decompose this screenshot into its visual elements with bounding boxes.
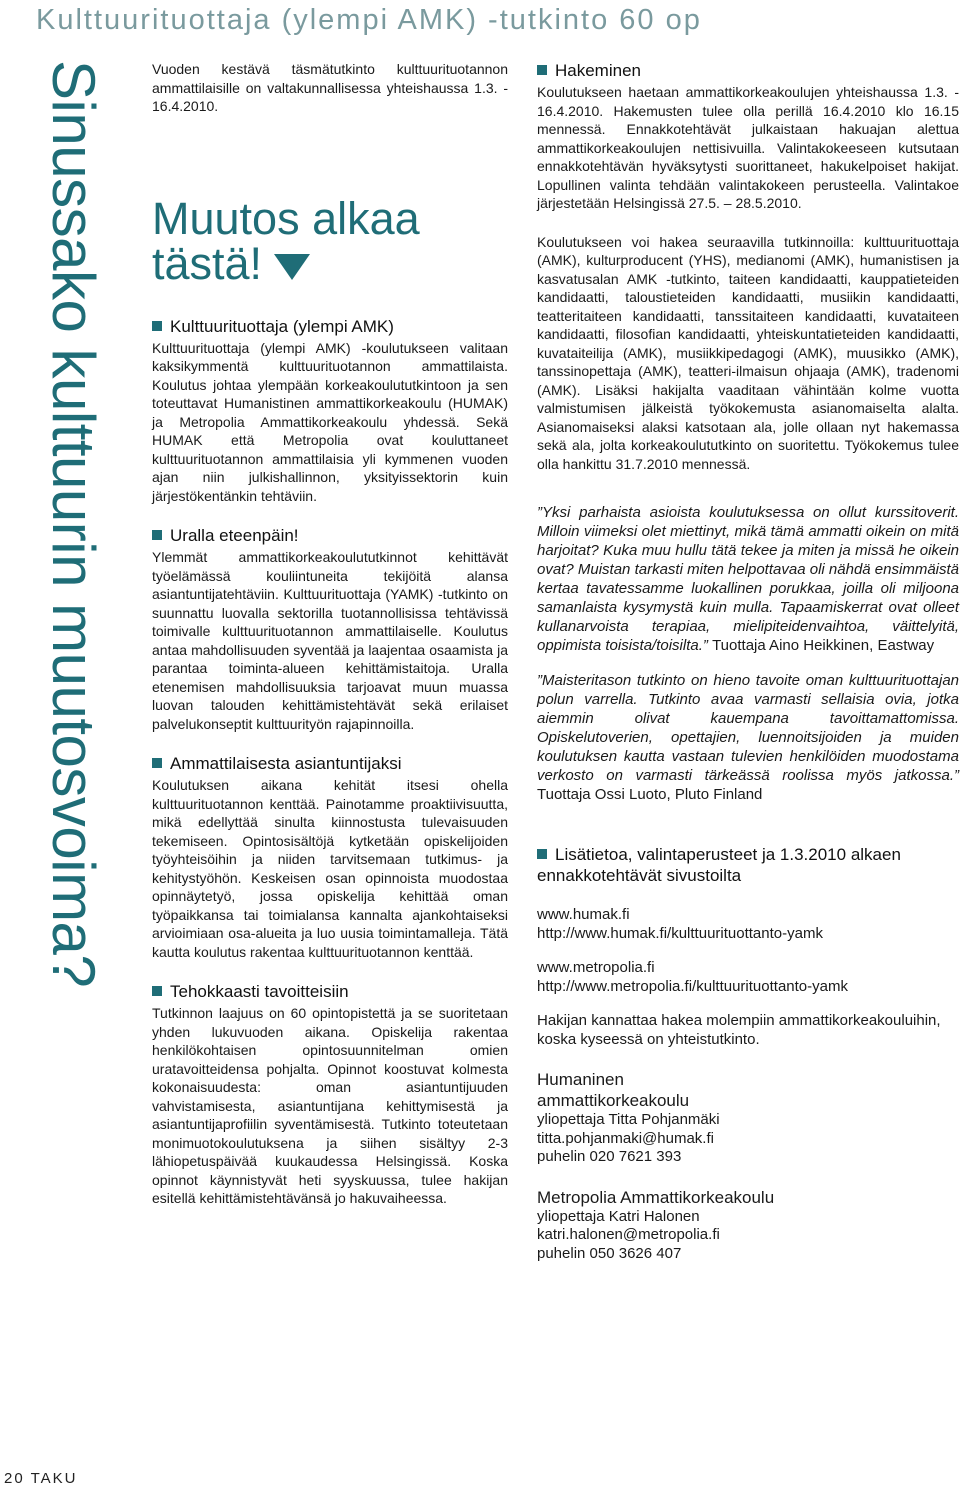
links-block xyxy=(537,906,959,996)
quote-signature: Tuottaja Aino Heikkinen, Eastway xyxy=(712,637,935,654)
section-heading-text: Kulttuurituottaja (ylempi AMK) xyxy=(170,316,394,336)
contact-email[interactable]: titta.pohjanmaki@humak.fi xyxy=(537,1129,714,1147)
intro-paragraph: Vuoden kestävä täsmätutkinto kulttuurituotannon ammattilaisille on valtakunnallisessa yhteishaussa 1.3. - 16.4.2010. xyxy=(152,61,508,114)
vertical-title: Sinussako kulttuurin muutosvoima? xyxy=(40,60,107,988)
contact-metropolia xyxy=(537,1187,959,1264)
quote-signature: Tuottaja Ossi Luoto, Pluto Finland xyxy=(537,786,763,803)
section-lisatietoa xyxy=(537,844,959,886)
section-heading-text: Lisätietoa, valintaperusteet ja 1.3.2010 alkaen ennakkotehtävät sivustoilta xyxy=(537,845,901,885)
hakeminen-body: Koulutukseen haetaan ammattikorkeakoulujen yhteishaussa 1.3. - 16.4.2010. Hakemusten tulee olla perillä 16.4.2010 klo 16.15 mennessä. Ennakkotehtävät julkaistaan hakuajan alettua ammattikorkeakoulujen nettisivuilla. Valintakokeeseen kutsutaan ennakkotehtävän hyväksytysti suorittaneet, hakukelpoiset hakijat. Lopullinen valinta tehdään valintakokeen perusteella. Valintakoe järjestetään Helsingissä 27.5. – 28.5.2010. xyxy=(537,84,959,211)
square-bullet-icon xyxy=(152,986,162,996)
section-heading xyxy=(152,316,508,337)
section-uralla xyxy=(152,525,508,733)
contact-org-line2: ammattikorkeakoulu xyxy=(537,1091,690,1110)
section-heading-text: Hakeminen xyxy=(555,61,641,80)
vertical-title-block xyxy=(40,60,106,1390)
big-heading-line2 xyxy=(152,237,508,289)
contact-phone: puhelin 050 3626 407 xyxy=(537,1244,682,1262)
section-heading-text: Tehokkaasti tavoitteisiin xyxy=(170,982,349,1001)
section-heading xyxy=(537,60,959,81)
contact-humak xyxy=(537,1069,959,1167)
section-tehokkaasti xyxy=(152,981,508,1208)
contact-org-line1: Humaninen xyxy=(537,1070,624,1089)
big-heading-text2: tästä! xyxy=(152,237,263,289)
section-body: Tutkinnon laajuus on 60 opintopistettä ja se suoritetaan yhden lukuvuoden aikana. Opiskelija rakentaa henkilökohtaisen opintosuunnitelman omien uratavoitteidensa pohjalta. Opinnot koostuvat kolmesta kokonaisuudesta: oman asiantuntijuuden vahvistamisesta, asiantuntijana kehittymisestä ja asiantuntijaprofiilin syventämisestä. Tutkinto toteutetaan monimuotokoulutuksena ja siihen sisältyy 2-3 lähiopetuspäivää kuukaudessa Helsingissä. Koska opinnot käynnistyvät heti syyskuussa, tulee hakijan esitellä kehittämistehtävänsä jo hakuvaiheessa. xyxy=(152,1005,508,1206)
big-heading xyxy=(152,192,508,289)
link-metropolia-yamk[interactable]: http://www.metropolia.fi/kulttuurituottanto-yamk xyxy=(537,977,848,995)
square-bullet-icon xyxy=(537,849,547,859)
section-body: Koulutuksen aikana kehität itsesi ohella kulttuurituotannon kenttää. Painotamme proaktiivisuutta, mikä edellyttää sinulta kiinnostusta tulevaisuuden tekemiseen. Opintosisältöjä kytketään opiskelijoiden työyhteisöihin ja niiden tarvitsemaan tutkimus- ja kehitystyöhön. Keskeisen osan opinnoista muodostaa opinnäytetyö, jossa opiskelija kehittää oman työpaikkansa tai toimialansa kannalta ajankohtaiseksi arvioimiaan osa-alueita ja luo uusia toimintamalleja. Tätä kautta koulutus rakentaa kulttuurituotannon kenttää. xyxy=(152,777,508,960)
quote-ossi xyxy=(537,671,959,804)
quote-text: ”Yksi parhaista asioista koulutuksessa on ollut kurssitoverit. Milloin viimeksi olet miettinyt, mikä tämä ammatti oikein on mitä harjoitat? Kuka muu hullu tätä tekee ja miten ja missä he oikein ovat? Muistan tarkasti miten helpottavaa oli nähdä ensimmäistä kertaa tavatessamme luokallinen porukkaa, joilla oli miljoona samanlaista kysymystä kuin mulla. Tapaamiskerrat ovat olleet kullanarvoista terapiaa, mielipiteidenvaihtoa, väittelyitä, oppimista toisista/toisilta.” xyxy=(537,504,959,654)
square-bullet-icon xyxy=(152,321,162,331)
contact-email[interactable]: katri.halonen@metropolia.fi xyxy=(537,1226,720,1243)
square-bullet-icon xyxy=(537,65,547,75)
down-triangle-icon xyxy=(274,254,310,280)
eligibility-paragraph: Koulutukseen voi hakea seuraavilla tutkinnoilla: kulttuurituottaja (AMK), kulturproducent (YHS), medianomi (AMK), humanistisen ja kasvatusalan AMK -tutkinto, taiteen kandidaatti, kauppatieteiden kandidaatti, taloustieteiden kandidaatti, musiikin kandidaatti, teatteritaiteen kandidaatti, tanssitaiteen kandidaatti, kuvataiteen kandidaatti, filosofian kandidaatti, yhteiskuntatieteiden kandidaatti, kuvataiteilija (AMK), musiikkipedagogi (AMK), muusikko (AMK), tanssinopettaja (AMK), teatteri-ilmaisun ohjaaja (AMK), tradenomi (AMK). Lisäksi hakijalta vaaditaan vähintään kolme vuotta valmistumisen jälkeistä työkokemusta asianomaiselta alalta. Asianomaiseksi alaksi katsotaan ala, jolle ollaan nyt hakemassa sekä ala, jolta korkeakoulututkinto on suoritettu. Työkokemus tulee olla hankittu 31.7.2010 mennessä. xyxy=(537,233,959,472)
link-humak-yamk[interactable]: http://www.humak.fi/kulttuurituottanto-yamk xyxy=(537,924,823,942)
section-heading-text: Ammattilaisesta asiantuntijaksi xyxy=(170,754,402,773)
section-body: Ylemmät ammattikorkeakoulututkinnot kehittävät työelämässä kouliintuneita tekijöitä alansa asiantuntijatehtäviin. Kulttuurituottaja (YAMK) -tutkinto on suunnattu luovalla sektorilla tuotannollisissa tehtävissä toimivalle kulttuurituotannon ammattilaiselle. Koulutus antaa mahdollisuuden syventää ja laajentaa osaamista ja parantaa toiminta-alueen kehittämistaitoja. Uralla etenemisen mahdollisuuksia tarjoavat muun muassa luovan talouden kehittämistehtävät sekä erilaiset palvelukonseptit kulttuurityön rajapinnoilla. xyxy=(152,549,508,732)
section-heading xyxy=(152,981,508,1002)
square-bullet-icon xyxy=(152,758,162,768)
section-kulttuurituottaja xyxy=(152,316,508,506)
apply-both-paragraph: Hakijan kannattaa hakea molempiin ammattikorkeakouluihin, koska kyseessä on yhteistutkinto. xyxy=(537,1012,941,1048)
section-heading-text: Uralla eteenpäin! xyxy=(170,526,299,545)
contact-phone: puhelin 020 7621 393 xyxy=(537,1148,682,1165)
quote-text: ”Maisteritason tutkinto on hieno tavoite oman kulttuurituottajan polun varrella. Tutkinto avaa varmasti sellaisia ovia, jotka aiemmin olivat kauempana tavoittamattomissa. Opiskelutoverien, opettajien, luennoitsijoiden ja muiden koulutuksen kautta vastaan tulevien henkilöiden muodostama verkosto on varmasti tärkeässä roolissa myös jatkossa.” xyxy=(537,672,959,784)
page-footer: 20 TAKU xyxy=(4,1470,78,1487)
section-heading xyxy=(537,844,959,886)
section-heading xyxy=(152,753,508,774)
contact-person: yliopettaja Katri Halonen xyxy=(537,1207,700,1225)
section-ammattilaisesta xyxy=(152,753,508,961)
contact-person: yliopettaja Titta Pohjanmäki xyxy=(537,1111,720,1128)
section-heading xyxy=(152,525,508,546)
left-column xyxy=(152,60,508,1208)
square-bullet-icon xyxy=(152,530,162,540)
link-humak[interactable]: www.humak.fi xyxy=(537,906,630,923)
section-body: Kulttuurituottaja (ylempi AMK) -koulutukseen valitaan kaksikymmentä kulttuurituotannon ammattilaista. Koulutus johtaa ylempään korkeakoulututkintoon ja sen toteuttavat Humanistinen ammattikorkeakoulu (HUMAK) ja Metropolia Ammattikorkeakoulu yhdessä. Sekä HUMAK että Metropolia ovat kouluttaneet kulttuurituotannon ammattilaisia yli kymmenen vuoden ajan niin julkishallinnon, yksityissektorin kuin järjestökentänkin tehtäviin. xyxy=(152,339,508,504)
page-header-title: Kulttuurituottaja (ylempi AMK) -tutkinto 60 op xyxy=(36,4,702,36)
link-metropolia[interactable]: www.metropolia.fi xyxy=(537,959,655,976)
right-column xyxy=(537,60,959,1263)
quote-aino xyxy=(537,503,959,655)
section-hakeminen xyxy=(537,60,959,213)
big-heading-line1: Muutos alkaa xyxy=(152,192,420,244)
contact-org: Metropolia Ammattikorkeakoulu xyxy=(537,1187,775,1207)
